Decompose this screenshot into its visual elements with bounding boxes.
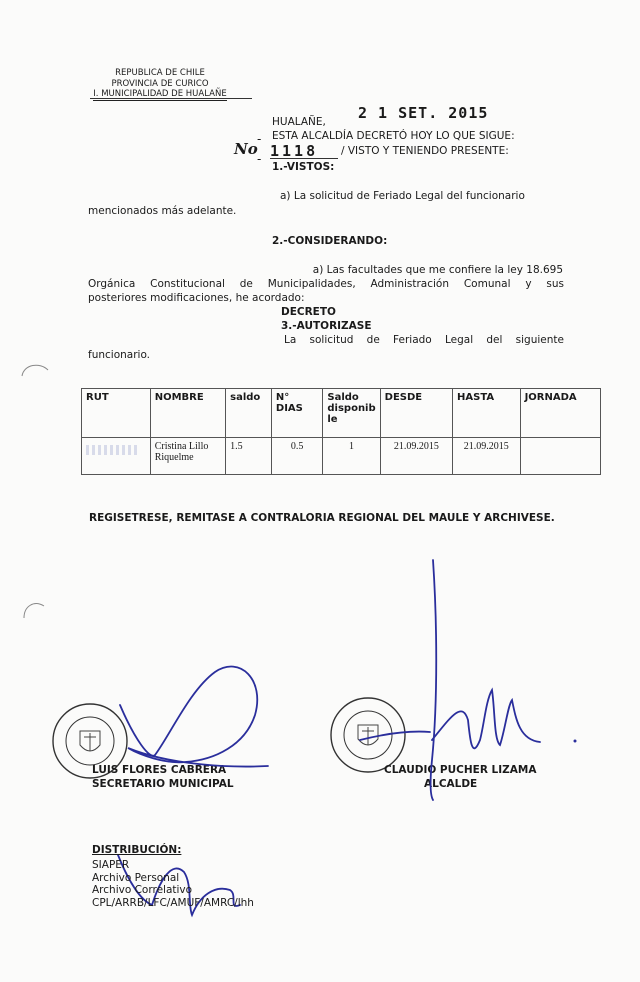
mayor-title: ALCALDE bbox=[424, 778, 478, 790]
autorizase-heading: 3.-AUTORIZASE bbox=[281, 320, 372, 332]
secretary-signature bbox=[120, 667, 268, 767]
header-nombre: NOMBRE bbox=[150, 389, 225, 438]
header-jornada: JORNADA bbox=[520, 389, 600, 438]
cell-nombre: Cristina Lillo Riquelme bbox=[150, 438, 225, 475]
letterhead-province: PROVINCIA DE CURICO bbox=[111, 78, 209, 89]
considerando-a1: a) Las facultades que me confiere la ley 18.695 bbox=[312, 264, 563, 276]
header-saldo-disponible: Saldo disponib le bbox=[323, 389, 380, 438]
header-rut: RUT bbox=[82, 389, 151, 438]
letterhead-municipality: I. MUNICIPALIDAD DE HUALAÑE bbox=[93, 89, 227, 99]
vistos-heading: 1.-VISTOS: bbox=[272, 161, 335, 173]
decree-number-label: No bbox=[234, 140, 258, 158]
header-desde: DESDE bbox=[380, 389, 452, 438]
closing-statement: REGISETRESE, REMITASE A CONTRALORIA REGIONAL DEL MAULE Y ARCHIVESE. bbox=[89, 512, 555, 524]
vistos-a: a) La solicitud de Feriado Legal del funcionario bbox=[280, 190, 525, 202]
header-saldo: saldo bbox=[226, 389, 272, 438]
distribution-heading: DISTRIBUCIÓN: bbox=[92, 844, 182, 856]
letterhead-country: REPUBLICA DE CHILE bbox=[115, 68, 205, 78]
autorizase-text: La solicitud de Feriado Legal del siguiente bbox=[284, 334, 564, 346]
decreto-heading: DECRETO bbox=[281, 306, 336, 318]
header-hasta: HASTA bbox=[453, 389, 521, 438]
decree-number: 1118 bbox=[270, 142, 319, 160]
list-item: Archivo Correlativo bbox=[92, 884, 193, 896]
header-dias: N° DIAS bbox=[271, 389, 322, 438]
seen-text: / VISTO Y TENIENDO PRESENTE: bbox=[341, 145, 509, 157]
number-dash-bottom: - bbox=[257, 152, 262, 166]
list-item: SIAPER bbox=[92, 859, 130, 871]
considerando-heading: 2.-CONSIDERANDO: bbox=[272, 235, 388, 247]
cell-hasta: 21.09.2015 bbox=[453, 438, 521, 475]
ink-dot bbox=[574, 740, 577, 743]
date-stamp: 2 1 SET. 2015 bbox=[358, 104, 489, 122]
mayor-name: CLAUDIO PUCHER LIZAMA bbox=[384, 764, 537, 776]
cell-saldo: 1.5 bbox=[226, 438, 272, 475]
list-item: Archivo Personal bbox=[92, 871, 180, 884]
considerando-a2: Orgánica Constitucional de Municipalidades, Administración Comunal y sus bbox=[88, 278, 564, 290]
considerando-a3: posteriores modificaciones, he acordado: bbox=[88, 292, 305, 304]
mayor-signature bbox=[360, 560, 540, 800]
cell-desde: 21.09.2015 bbox=[380, 438, 452, 475]
decree-intro: ESTA ALCALDÍA DECRETÓ HOY LO QUE SIGUE: bbox=[272, 130, 515, 142]
autorizase-cont: funcionario. bbox=[88, 349, 151, 361]
secretary-title: SECRETARIO MUNICIPAL bbox=[92, 778, 234, 790]
distribution-list bbox=[92, 859, 254, 909]
cell-dias: 0.5 bbox=[271, 438, 322, 475]
vistos-a-cont: mencionados más adelante. bbox=[88, 205, 237, 217]
cell-saldo-disponible: 1 bbox=[323, 438, 380, 475]
number-dash-top: - bbox=[257, 132, 262, 146]
list-item: CPL/ARRB/LFC/AMUF/AMRC/lhh bbox=[92, 896, 254, 909]
secretary-name: LUIS FLORES CABRERA bbox=[92, 764, 227, 776]
decree-place: HUALAÑE, bbox=[272, 116, 326, 128]
